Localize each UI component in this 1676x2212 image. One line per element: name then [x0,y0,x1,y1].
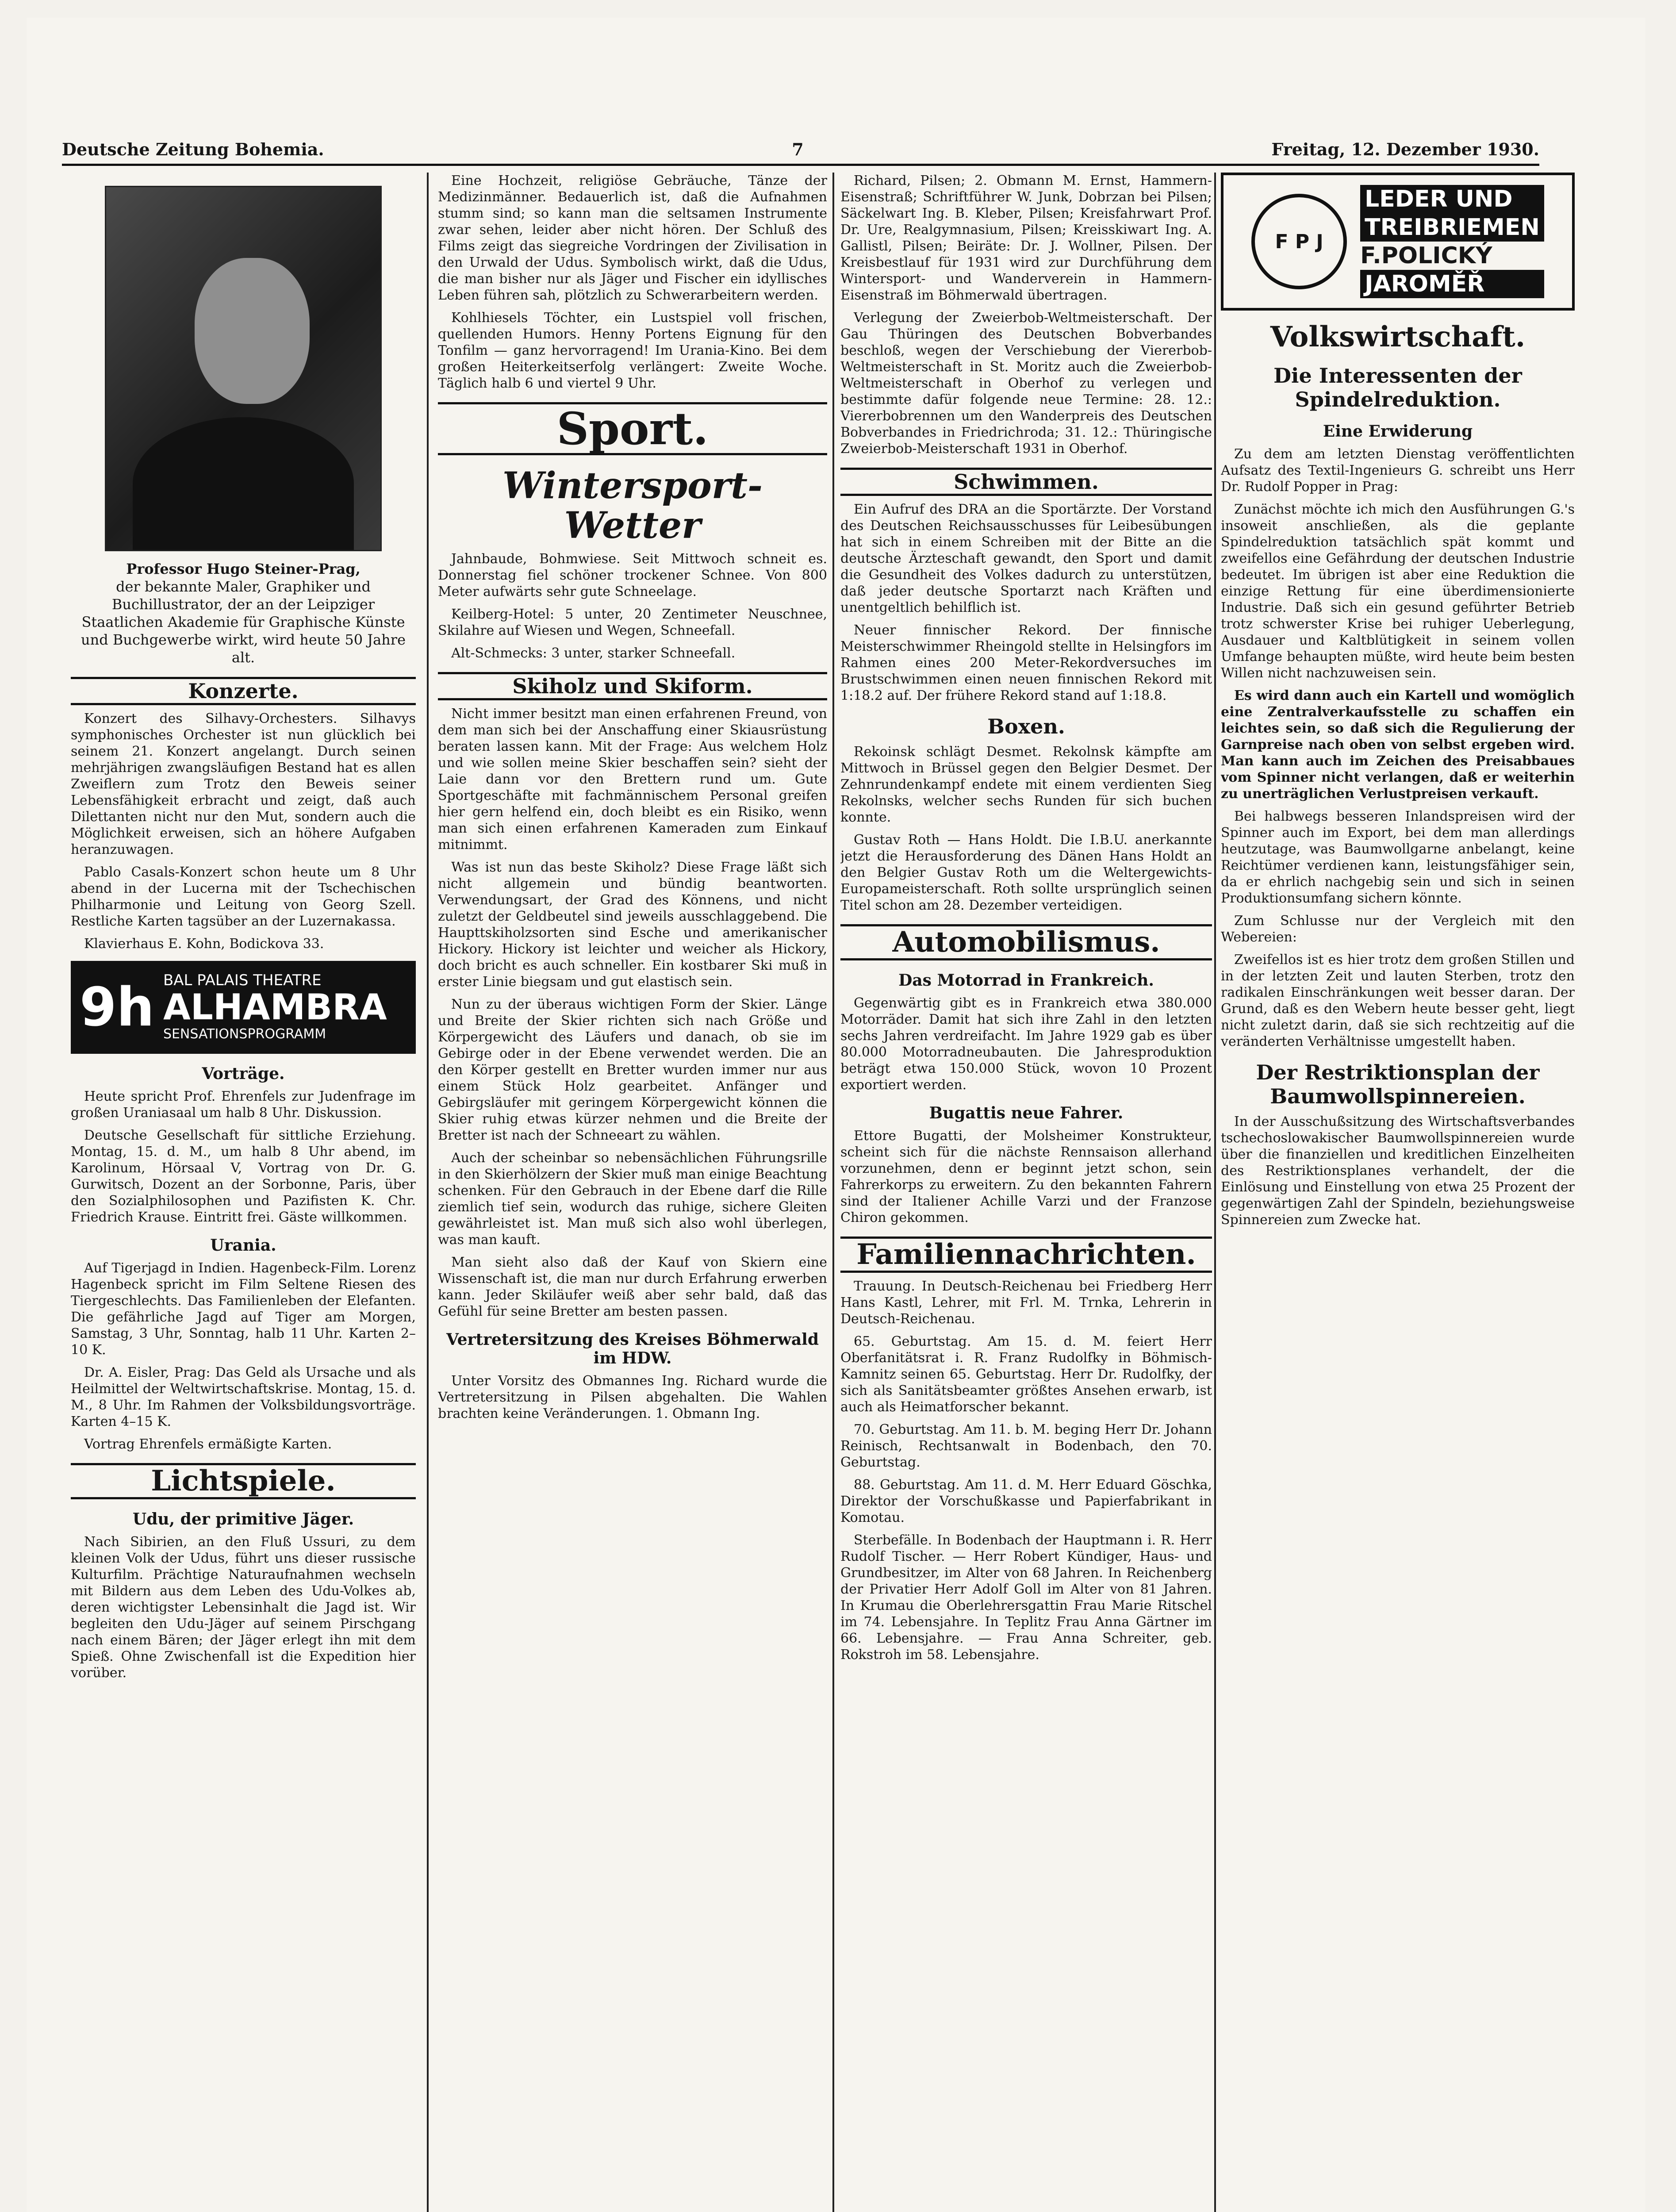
ad-line: LEDER UND [1360,185,1544,213]
article-paragraph: Neuer finnischer Rekord. Der finnische Meisterschwimmer Rheingold stellte in Helsingfors im Rahmen eines 200 Meter-Rekordversuches im Brustschwimmen einen neuen finnischen Rekord mit 1:18.2 auf. Der frühere Rekord stand auf 1:18.8. [840,622,1212,703]
article-paragraph: Zu dem am letzten Dienstag veröffentlichten Aufsatz des Textil-Ingenieurs G. schreibt uns Herr Dr. Rudolf Popper in Prag: [1221,446,1575,495]
article-paragraph: Rekoinsk schlägt Desmet. Rekolnsk kämpfte am Mittwoch in Brüssel gegen den Belgier Desmet. Der Zehnrundenkampf endete mit einem verdienten Sieg Rekolnsks, welcher sechs Runden für sich buchen konnte. [840,744,1212,825]
article-heading: Bugattis neue Fahrer. [929,1104,1124,1122]
article-paragraph: Deutsche Gesellschaft für sittliche Erziehung. Montag, 15. d. M., um halb 8 Uhr abend, im Karolinum, Hörsaal V, Vortrag von Dr. G. Gurwitsch, Dozent an der Sorbonne, Paris, über den Sozialphilosophen und Pazifisten K. Chr. Friedrich Krause. Eintritt frei. Gäste willkommen. [71,1128,416,1225]
article-paragraph: 65. Geburtstag. Am 15. d. M. feiert Herr Oberfanitätsrat i. R. Franz Rudolfky in Böhmisch-Kamnitz seinen 65. Geburtstag. Herr Dr. Rudolfky, der sich als Sanitätsbeamter größtes Ansehen erwarb, ist auch als Heimatforscher bekannt. [840,1334,1212,1415]
article-paragraph: Unter Vorsitz des Obmannes Ing. Richard wurde die Vertretersitzung in Pilsen abgehalten. Die Wahlen brachten keine Veränderungen. 1. Obmann Ing. [438,1373,827,1421]
ad-line: TREIBRIEMEN [1360,213,1544,242]
article-paragraph: Nicht immer besitzt man einen erfahrenen Freund, von dem man sich bei der Anschaffung einer Skiausrüstung beraten lassen kann. Mit der Frage: Aus welchem Holz und wie sollen meine Skier beschaffen sein? sieht der Laie dann vor den Brettern rund um. Gute Sportgeschäfte mit fachmännischem Personal greifen hier gern helfend ein, doch bleibt es ein Risiko, wenn man sich einen erfahrenen Kameraden zum Einkauf mitnimmt. [438,706,827,853]
article-heading: Die Interessenten der Spindelreduktion. [1273,364,1522,411]
belt-pulley-icon [1251,194,1347,289]
ad-monogram: F P J [1275,230,1323,253]
leder-treibriemen-advertisement [1221,173,1575,311]
section-heading-automobilismus: Automobilismus. [840,924,1212,960]
ad-name: ALHAMBRA [163,987,387,1028]
section-heading-boxen: Boxen. [987,714,1065,738]
article-paragraph: Sterbefälle. In Bodenbach der Hauptmann i. R. Herr Rudolf Tischer. — Herr Robert Kündiger, Haus- und Grundbesitzer, im Alter von 68 Jahren. In Reichenberg der Privatier Herr Adolf Goll im Alter von 81 Jahren. In Krumau die Oberlehrersgattin Frau Marie Ritschel im 74. Lebensjahre. In Teplitz Frau Anna Gärtner im 66. Lebensjahre. — Frau Anna Schreiter, geb. Rokstroh im 58. Lebensjahre. [840,1532,1212,1663]
column-3 [840,173,1212,1669]
article-paragraph: Kohlhiesels Töchter, ein Lustspiel voll frischen, quellenden Humors. Henny Portens Eignung für den Tonfilm — ganz hervorragend! Im Urania-Kino. Bei dem großen Heiterkeitserfolg verlängert: Zweite Woche. Täglich halb 6 und viertel 9 Uhr. [438,310,827,391]
section-heading-volkswirtschaft: Volkswirtschaft. [1270,320,1526,353]
article-paragraph: Alt-Schmecks: 3 unter, starker Schneefall. [451,645,736,661]
article-heading: Vertretersitzung des Kreises Böhmerwald im HDW. [446,1330,819,1367]
article-heading: Der Restriktionsplan der Baumwollspinnereien. [1256,1060,1540,1108]
article-paragraph: 70. Geburtstag. Am 11. b. M. beging Herr Dr. Johann Reinisch, Rechtsanwalt in Bodenbach, den 70. Geburtstag. [840,1422,1212,1470]
article-heading: Das Motorrad in Frankreich. [898,971,1154,990]
article-paragraph: Vortrag Ehrenfels ermäßigte Karten. [84,1436,332,1452]
portrait-caption [71,560,416,666]
article-paragraph: Heute spricht Prof. Ehrenfels zur Judenfrage im großen Uraniasaal um halb 8 Uhr. Diskussion. [71,1089,416,1121]
section-heading-urania: Urania. [210,1236,276,1255]
caption-title: Professor Hugo Steiner-Prag, [126,561,361,577]
newspaper-page [27,18,1645,2212]
article-paragraph: Man sieht also daß der Kauf von Skiern eine Wissenschaft ist, die man nur durch Erfahrung erwerben kann. Jeder Skiläufer weiß aber sehr bald, daß das Gefühl für seine Bretter am besten passen. [438,1255,827,1319]
column-divider [1214,173,1216,2212]
ad-bottom-line: SENSATIONSPROGRAMM [163,1026,326,1042]
article-paragraph: Bei halbwegs besseren Inlandspreisen wird der Spinner auch im Export, bei dem man allerdings heutzutage, was Baumwollgarne anbelangt, keine Reichtümer verdienen kann, leistungsfähiger sein, da er ehrlich nachgebig sein und sich in seinen Produktionsumfang sichern könnte. [1221,809,1575,906]
article-paragraph: 88. Geburtstag. Am 11. d. M. Herr Eduard Göschka, Direktor der Vorschußkasse und Papierfabrikant in Komotau. [840,1477,1212,1525]
column-1 [71,173,416,1687]
column-divider [832,173,834,2212]
wintersport-heading: Wintersport-Wetter [502,465,763,547]
article-paragraph: Was ist nun das beste Skiholz? Diese Frage läßt sich nicht allgemein und bündig beantworten. Verwendungsart, der Grad des Könnens, und nicht zuletzt der Geldbeutel sind jeweils ausschlaggebend. Die Haupttskiholzsorten sind Esche und amerikanischer Hickory. Hickory ist leichter und weicher als Hickory, doch bricht es auch schneller. Ein kostbarer Ski muß in erster Linie biegsam und gut elastisch sein. [438,860,827,990]
page-number: 7 [792,139,804,159]
article-heading: Udu, der primitive Jäger. [132,1510,354,1528]
article-paragraph: Zum Schlusse nur der Vergleich mit den Webereien: [1221,913,1575,945]
article-paragraph: Zunächst möchte ich mich den Ausführungen G.'s insoweit anschließen, als die geplante Spindelreduktion tatsächlich spät kommt und zweifellos eine Gefährdung der deutschen Industrie bedeutet. Im übrigen ist aber eine Reduktion die einzige Rettung für eine überdimensionierte Industrie. Daß sich ein gesund geführter Betrieb trotz schwerster Krise bei ruhiger Ueberlegung, Ausdauer und Kaltblütigkeit in seinem vollen Umfange behaupten müßte, wird heute beim besten Willen nicht nachzuweisen sein. [1221,502,1575,681]
alhambra-logo: 9h [80,976,154,1038]
section-heading-vortraege: Vorträge. [202,1064,285,1083]
caption-text: der bekannte Maler, Graphiker und Buchillustrator, der an der Leipziger Staatlichen Akademie für Graphische Künste und Buchgewerbe wirkt, wird heute 50 Jahre alt. [81,578,406,666]
section-heading-lichtspiele: Lichtspiele. [71,1463,416,1499]
article-subheading: Eine Erwiderung [1323,422,1473,441]
article-paragraph: Jahnbaude, Bohmwiese. Seit Mittwoch schneit es. Donnerstag fiel schöner trockener Schnee. Von 800 Meter aufwärts sehr gute Schneelage. [438,551,827,599]
article-paragraph: Pablo Casals-Konzert schon heute um 8 Uhr abend in der Lucerna mit der Tschechischen Philharmonie und Leitung von Georg Szell. Restliche Karten tagsüber an der Luzernakassa. [71,864,416,929]
article-paragraph: Es wird dann auch ein Kartell und womöglich eine Zentralverkaufsstelle zu schaffen ein leichtes sein, so daß sich die Regulierung der Garnpreise nach oben von selbst ergeben wird. Man kann auch im Zeichen des Preisabbaues vom Spinner nicht verlangen, daß er weiterhin zu unerträglichen Verlustpreisen verkauft. [1221,688,1575,802]
article-paragraph: Nun zu der überaus wichtigen Form der Skier. Länge und Breite der Skier richten sich nach Größe und Körpergewicht des Läufers und danach, ob sie im Gebirge oder in der Ebene verwendet werden. Die an den Körper gestellt en Bretter wurden immer nur aus einem Stück Holz gearbeitet. Anfänger und Gebirgsläufer mit geringem Körpergewicht können die Skier ruhig etwas kürzer nehmen und die Breite der Bretter ist nach der Schneeart zu wählen. [438,997,827,1143]
column-4 [1221,173,1575,1234]
article-paragraph: Richard, Pilsen; 2. Obmann M. Ernst, Hammern-Eisenstraß; Schriftführer W. Junk, Dobrzan bei Pilsen; Säckelwart Ing. B. Kleber, Pilsen; Kreisfahrwart Prof. Dr. Ure, Realgymnasium, Pilsen; Kreisskiwart Ing. A. Gallistl, Pilsen; Beiräte: Dr. J. Wollner, Pilsen. Der Kreisbestlauf für 1931 wird zur Durchführung dem Wintersport- und Wanderverein in Hammern-Eisenstraß im Böhmerwald übertragen. [840,173,1212,303]
section-heading-konzerte: Konzerte. [71,677,416,705]
article-paragraph: Klavierhaus E. Kohn, Bodickova 33. [84,936,324,952]
article-paragraph: Ettore Bugatti, der Molsheimer Konstrukteur, scheint sich für die nächste Rennsaison allerhand vorzunehmen, denn er beginnt jetzt schon, sein Fahrerkorps zu erweitern. Zu den bekannten Fahrern sind der Italiener Achille Varzi und der Franzose Chiron gekommen. [840,1128,1212,1225]
article-paragraph: In der Ausschußsitzung des Wirtschaftsverbandes tschechoslowakischer Baumwollspinnereien wurde über die finanziellen und kreditlichen Einzelheiten des Restriktionsplanes verhandelt, der die Einlösung und Einstellung von etwa 25 Prozent der gegenwärtigen Zahl der Spindeln, beziehungsweise Spinnereien zum Zwecke hat. [1221,1114,1575,1228]
section-heading-schwimmen: Schwimmen. [840,468,1212,496]
ad-top-line: BAL PALAIS THEATRE [163,972,322,989]
article-paragraph: Zweifellos ist es hier trotz dem großen Stillen und in der letzten Zeit und lauten Sterben, trotz den radikalen Einschränkungen weit besser daran. Der Grund, daß es den Webern heute besser geht, liegt nicht zuletzt darin, daß sie sich rechtzeitig auf die veränderten Verhältnisse umgestellt haben. [1221,952,1575,1049]
article-paragraph: Trauung. In Deutsch-Reichenau bei Friedberg Herr Hans Kastl, Lehrer, mit Frl. M. Trnka, Lehrerin in Deutsch-Reichenau. [840,1279,1212,1327]
article-paragraph: Dr. A. Eisler, Prag: Das Geld als Ursache und als Heilmittel der Weltwirtschaftskrise. Montag, 15. d. M., 8 Uhr. Im Rahmen der Volksbildungsvorträge. Karten 4–15 K. [71,1365,416,1429]
portrait-photo [105,186,382,551]
article-paragraph: Verlegung der Zweierbob-Weltmeisterschaft. Der Gau Thüringen des Deutschen Bobverbandes beschloß, wegen der Verschiebung der Viererbob-Weltmeisterschaft in St. Moritz auch die Zweierbob-Weltmeisterschaft in Oberhof zu verlegen und bestimmte dafür folgende neue Termine: 28. 12.: Viererbobrennen um den Wanderpreis des Deutschen Bobverbandes in Friedrichroda; 31. 12.: Thüringische Zweierbob-Meisterschaft 1931 in Oberhof. [840,310,1212,457]
article-paragraph: Keilberg-Hotel: 5 unter, 20 Zentimeter Neuschnee, Skilahre auf Wiesen und Wegen, Schneefall. [438,607,827,638]
article-paragraph: Gustav Roth — Hans Holdt. Die I.B.U. anerkannte jetzt die Herausforderung des Dänen Hans Holdt an den Belgier Gustav Roth um die Weltergewichts-Europameisterschaft. Roth sollte ursprünglich seinen Titel schon am 28. Dezember verteidigen. [840,832,1212,913]
article-paragraph: Gegenwärtig gibt es in Frankreich etwa 380.000 Motorräder. Damit hat sich ihre Zahl in den letzten sechs Jahren verdreifacht. Im Jahre 1929 gab es über 80.000 Motorradneubauten. Die Jahresproduktion beträgt etwa 150.000 Stück, wovon 10 Prozent exportiert werden. [840,995,1212,1093]
article-paragraph: Eine Hochzeit, religiöse Gebräuche, Tänze der Medizinmänner. Bedauerlich ist, daß die Aufnahmen stumm sind; so kann man die seltsamen Instrumente zwar sehen, leider aber nicht hören. Der Schluß des Films zeigt das siegreiche Vordringen der Zivilisation in den Urwald der Udus. Symbolisch wirkt, daß die Udus, die man bisher nur als Jäger und Fischer ein idyllisches Leben führen sah, plötzlich zu Schwerarbeitern werden. [438,173,827,303]
article-paragraph: Ein Aufruf des DRA an die Sportärzte. Der Vorstand des Deutschen Reichsausschusses für Leibesübungen hat sich in einem Schreiben mit der Bitte an die deutsche Ärzteschaft gewandt, den Sport und damit die Gesundheit des Volkes dadurch zu unterstützen, daß jeder deutsche Sportarzt nach Kräften und unentgeltlich behilflich ist. [840,502,1212,615]
article-paragraph: Nach Sibirien, an den Fluß Ussuri, zu dem kleinen Volk der Udus, führt uns dieser russische Kulturfilm. Prächtige Naturaufnahmen wechseln mit Bildern aus dem Leben des Udu-Volkes ab, deren wichtigster Lebensinhalt die Jagd ist. Wir begleiten den Udu-Jäger auf seinem Pirschgang nach einem Bären; der Jäger erlegt ihn mit dem Spieß. Ohne Zwischenfall ist die Expedition hier vorüber. [71,1534,416,1681]
section-heading-familiennachrichten: Familiennachrichten. [840,1237,1212,1273]
column-2 [438,173,827,1428]
page-header [62,119,1539,166]
article-heading: Skiholz und Skiform. [438,672,827,700]
article-paragraph: Auf Tigerjagd in Indien. Hagenbeck-Film. Lorenz Hagenbeck spricht im Film Seltene Riesen des Tiergeschlechts. Das Familienleben der Elefanten. Die gefährliche Jagd auf Tiger am Morgen, Samstag, 3 Uhr, Sonntag, halb 11 Uhr. Karten 2–10 K. [71,1260,416,1358]
alhambra-advertisement [71,961,416,1054]
column-divider [427,173,429,2212]
ad-line: JAROMĚŘ [1360,270,1544,298]
article-paragraph: Konzert des Silhavy-Orchesters. Silhavys symphonisches Orchester ist nun glücklich bei seinem 21. Konzert angelangt. Durch seinen mehrjährigen zwangsläufigen Bestand hat es allen Zweiflern zum Trotz den Beweis seiner Lebensfähigkeit erbracht und zeigt, daß auch Dilettanten nicht nur den Mut, sondern auch die Möglichkeit erweisen, sich an höhere Aufgaben heranzuwagen. [71,711,416,857]
article-paragraph: Auch der scheinbar so nebensächlichen Führungsrille in den Skierhölzern der Skier muß man einige Beachtung schenken. Für den Gebrauch in der Ebene darf die Rille ziemlich tief sein, wodurch das ruhige, sichere Gleiten gewährleistet ist. Man muß sich also wohl überlegen, was man kauft. [438,1150,827,1248]
issue-date: Freitag, 12. Dezember 1930. [1271,139,1539,159]
masthead: Deutsche Zeitung Bohemia. [62,139,324,159]
ad-line: F.POLICKÝ [1360,242,1492,269]
section-heading-sport: Sport. [438,402,827,455]
